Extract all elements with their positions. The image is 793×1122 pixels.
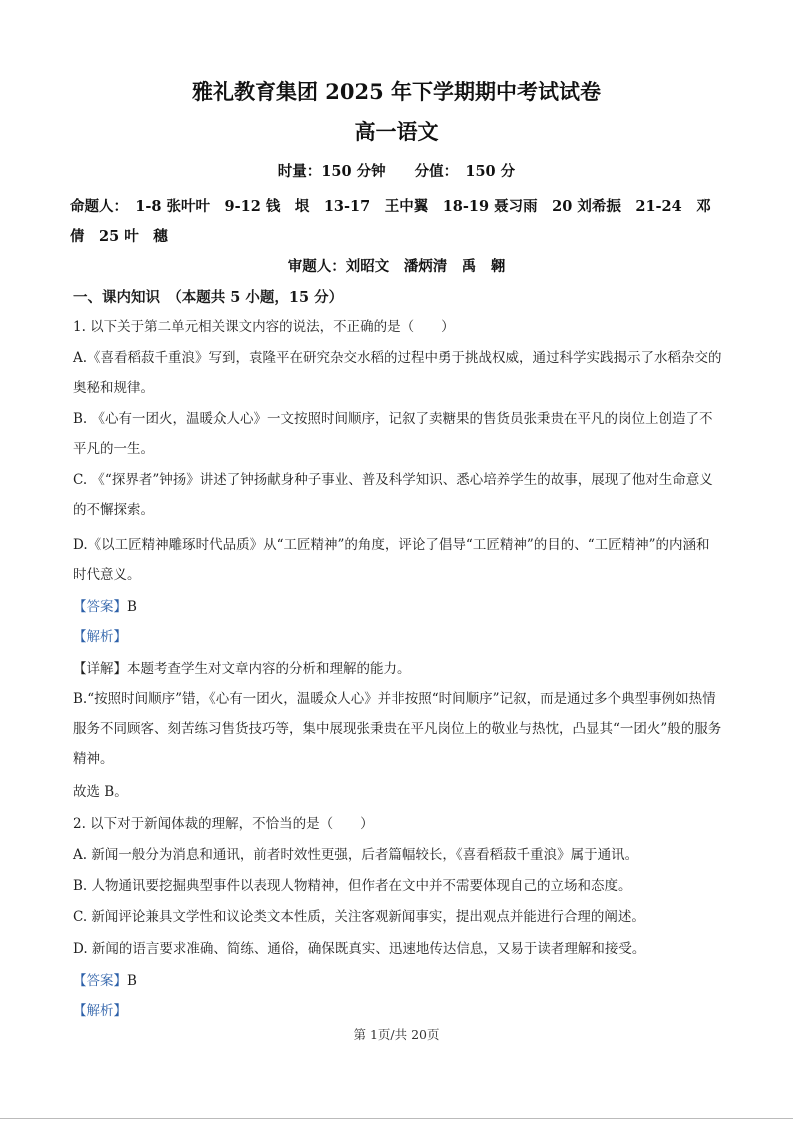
q1-detail <box>73 654 723 684</box>
q2-stem: 2. 以下对于新闻体裁的理解，不恰当的是（ ） <box>73 816 374 832</box>
q1-explanation: B.“按照时间顺序”错，《心有一团火，温暖众人心》并非按照“时间顺序”记叙，而是通过多个典型事例如热情服务不同顾客、刻苦练习售货技巧等，集中展现张秉贵在平凡岗位上的敬业与热忱，凸显其“一团火”般的服务精神。 <box>73 691 722 767</box>
q2-option-d: D. 新闻的语言要求准确、简练、通俗，确保既真实、迅速地传达信息，又易于读者理解和接受。 <box>73 941 646 957</box>
q1-option-d: D.《以工匠精神雕琢时代品质》从“工匠精神”的角度，评论了倡导“工匠精神”的目的、“工匠精神”的内涵和时代意义。 <box>73 537 710 583</box>
q2-option-a: A. 新闻一般分为消息和通讯，前者时效性更强，后者篇幅较长，《喜看稻菽千重浪》属于通讯。 <box>73 847 639 863</box>
analysis-tag: 【解析】 <box>73 1003 127 1019</box>
question-setters: 命题人： 1-8 张叶叶 9-12 钱 垠 13-17 王中翼 18-19 聂习雨 20 刘希振 21-24 邓 倩 25 叶 穗 <box>70 198 726 245</box>
section-heading: 一、课内知识 （本题共 5 小题，15 分） <box>73 289 344 306</box>
q1-option-b: B. 《心有一团火，温暖众人心》一文按照时间顺序，记叙了卖糖果的售货员张秉贵在平凡的岗位上创造了不平凡的一生。 <box>73 411 713 457</box>
exam-title: 雅礼教育集团 2025 年下学期期中考试试卷 <box>191 79 602 104</box>
detail-text: 本题考查学生对文章内容的分析和理解的能力。 <box>127 661 411 677</box>
q1-option-a: A.《喜看稻菽千重浪》写到，袁隆平在研究杂交水稻的过程中勇于挑战权威，通过科学实践揭示了水稻杂交的奥秘和规律。 <box>73 350 722 396</box>
q1-answer <box>73 592 723 622</box>
q2-analysis <box>73 996 723 1026</box>
time-score-line: 时量：150 分钟 分值： 150 分 <box>277 163 516 180</box>
answer-value: B <box>127 973 137 989</box>
reviewers-line: 审题人：刘昭文 潘炳清 禹 翱 <box>287 258 506 275</box>
q2-answer <box>73 966 723 996</box>
analysis-tag: 【解析】 <box>73 629 127 645</box>
q2-option-c: C. 新闻评论兼具文学性和议论类文本性质，关注客观新闻事实，提出观点并能进行合理的阐述。 <box>73 909 645 925</box>
q1-conclusion: 故选 B。 <box>73 784 128 800</box>
detail-tag: 【详解】 <box>73 661 127 677</box>
page-bottom-rule <box>0 1118 793 1119</box>
q2-option-b: B. 人物通讯要挖掘典型事件以表现人物精神，但作者在文中并不需要体现自己的立场和态度。 <box>73 878 632 894</box>
answer-tag: 【答案】 <box>73 599 127 615</box>
q1-stem: 1. 以下关于第二单元相关课文内容的说法，不正确的是（ ） <box>73 319 455 335</box>
q1-option-c: C. 《“探界者”钟扬》讲述了钟扬献身种子事业、普及科学知识、悉心培养学生的故事，展现了他对生命意义的不懈探索。 <box>73 472 713 518</box>
answer-tag: 【答案】 <box>73 973 127 989</box>
page-number: 第 1页/共 20页 <box>353 1027 440 1042</box>
q1-analysis <box>73 622 723 652</box>
exam-subject: 高一语文 <box>354 119 439 144</box>
answer-value: B <box>127 599 137 615</box>
